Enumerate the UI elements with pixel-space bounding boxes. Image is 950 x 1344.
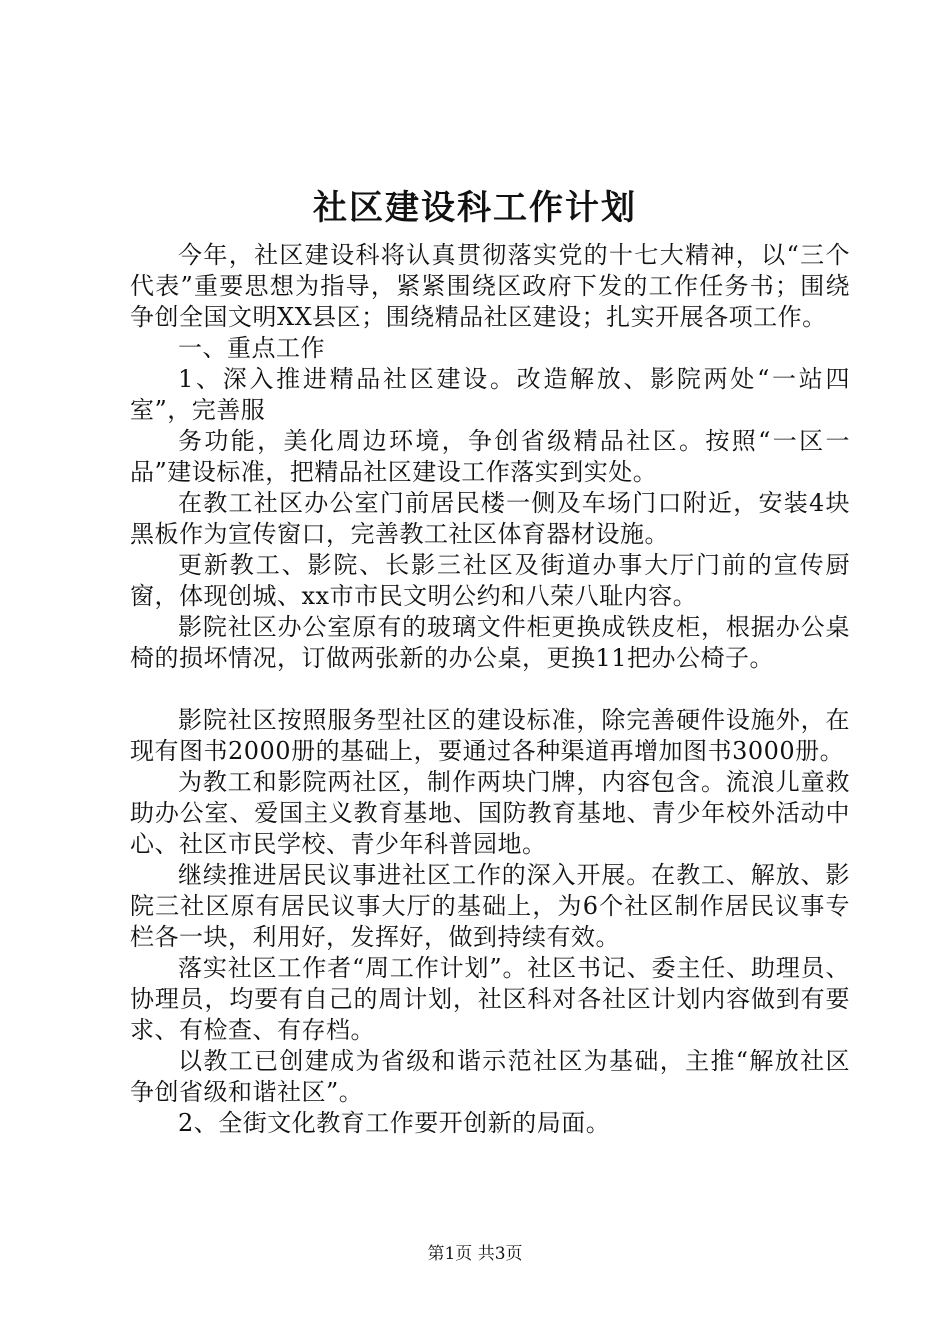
paragraph-weekly-plan: 落实社区工作者“周工作计划”。社区书记、委主任、助理员、协理员，均要有自己的周计划，社区科对各社区计划内容做到有要求、有检查、有存档。 [130,954,850,1044]
paragraph-item-1: 1、深入推进精品社区建设。改造解放、影院两处“一站四室”，完善服 [130,365,850,424]
document-body [130,240,850,1139]
paragraph-publicity-windows: 更新教工、影院、长影三社区及街道办事大厅门前的宣传厨窗，体现创城、xx市市民文明公约和八荣八耻内容。 [130,551,850,610]
paragraph-blackboards: 在教工社区办公室门前居民楼一侧及车场门口附近，安装4块黑板作为宣传窗口，完善教工社区体育器材设施。 [130,489,850,548]
section-heading-key-work: 一、重点工作 [178,334,325,362]
paragraph-harmonious-community: 以教工已创建成为省级和谐示范社区为基础，主推“解放社区争创省级和谐社区”。 [130,1047,850,1106]
page-number-footer: 第1页 共3页 [427,1244,523,1264]
paragraph-office-furniture: 影院社区办公室原有的玻璃文件柜更换成铁皮柜，根据办公桌椅的损坏情况，订做两张新的办公桌，更换11把办公椅子。 [130,613,850,672]
paragraph-intro: 今年，社区建设科将认真贯彻落实党的十七大精神，以“三个代表”重要思想为指导，紧紧围绕区政府下发的工作任务书；围绕争创全国文明XX县区；围绕精品社区建设；扎实开展各项工作。 [130,241,850,331]
paragraph-door-plates: 为教工和影院两社区，制作两块门牌，内容包含。流浪儿童救助办公室、爱国主义教育基地、国防教育基地、青少年校外活动中心、社区市民学校、青少年科普园地。 [130,768,850,858]
paragraph-item-2: 2、全街文化教育工作要开创新的局面。 [178,1109,611,1137]
paragraph-resident-council: 继续推进居民议事进社区工作的深入开展。在教工、解放、影院三社区原有居民议事大厅的基础上，为6个社区制作居民议事专栏各一块，利用好，发挥好，做到持续有效。 [130,861,850,951]
paragraph-service-function: 务功能，美化周边环境，争创省级精品社区。按照“一区一品”建设标准，把精品社区建设工作落实到实处。 [130,427,850,486]
document-title: 社区建设科工作计划 [313,188,637,228]
paragraph-library-books: 影院社区按照服务型社区的建设标准，除完善硬件设施外，在现有图书2000册的基础上，要通过各种渠道再增加图书3000册。 [130,706,850,765]
